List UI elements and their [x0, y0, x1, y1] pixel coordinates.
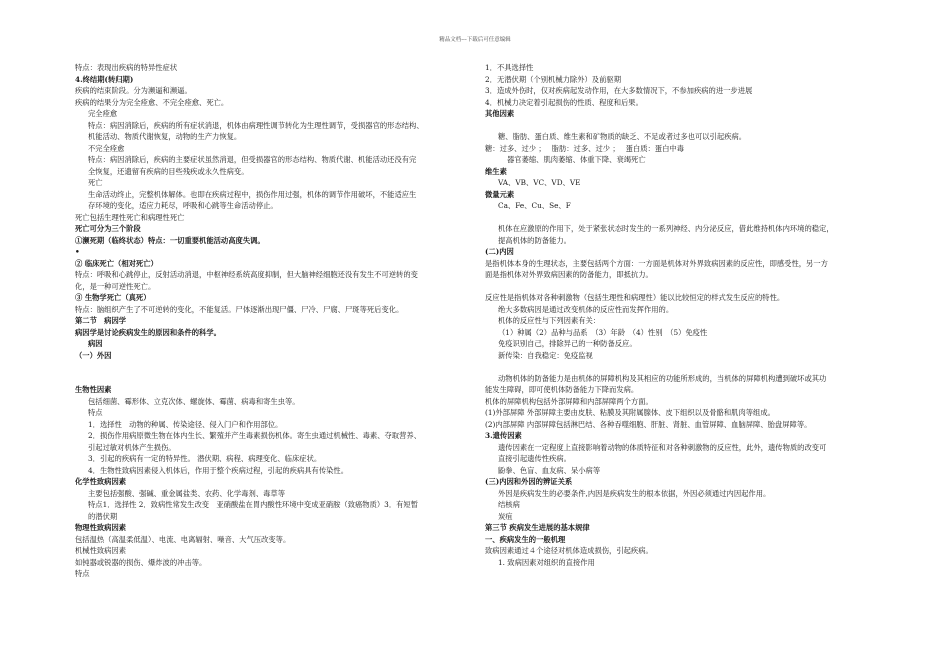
text-line: 4．机械力决定着引起损伤的性质、程度和后果。 [485, 97, 643, 107]
text-line: 特点：呼吸和心跳停止，反射活动消退，中枢神经系统高度抑制，但大脑神经细胞还没有发生不可逆转的变 [75, 270, 418, 279]
text-line: ② 临床死亡（相对死亡） [75, 258, 158, 268]
text-line: 机能活动、物质代谢恢复，动物的生产力恢复。 [88, 132, 242, 141]
text-line: 机体在应激原的作用下，处于紧张状态时发生的一系列神经、内分泌反应，借此维持机体内环境的稳定， [498, 224, 834, 233]
text-line: 直接引起遗传性疾病。 [498, 454, 571, 463]
text-line: 引起过敏对机体产生损伤。 [88, 442, 176, 452]
text-line [485, 281, 880, 293]
text-line: 病因 [88, 339, 103, 348]
text-line: 特点 [75, 569, 90, 578]
text-line: 如钝器或锐器的损伤、爆炸波的冲击等。 [75, 557, 207, 567]
text-line: 死亡包括生理性死亡和病理性死亡 [75, 212, 185, 222]
text-line: (2)内部屏障 内部屏障包括淋巴结、各种吞噬细胞、肝脏、肾脏、血管屏障、血脑屏障、胎盘屏障等。 [485, 419, 812, 429]
text-line [75, 361, 475, 384]
text-line: 4．生物性致病因素侵入机体后，作用于整个疾病过程，引起的疾病具有传染性。 [88, 465, 349, 475]
text-line: 第二节 病因学 [75, 316, 127, 325]
text-line: 疾病的结束阶段。分为濒逼和濒逼。 [75, 86, 192, 95]
text-line: Ca、Fe、Cu、Se、F [498, 201, 571, 210]
text-line: 是指机体本身的生理状态，主要包括两个方面：一方面是机体对外界致病因素的反应性，即感受性，另一方 [485, 258, 828, 268]
text-line: 面是指机体对外界致病因素的防备能力，即抵抗力。 [485, 270, 653, 279]
text-line: 提高机体的防备能力。 [498, 235, 571, 245]
text-line: 不完全痊愈 [88, 143, 125, 153]
text-line: 糖、脂肪、蛋白质、维生素和矿物质的缺乏、不足或者过多也可以引起疾病。 [498, 132, 747, 141]
text-line: 1．不具选择性 [485, 63, 534, 72]
text-line: 病因学是讨论疾病发生的原因和条件的科学。 [75, 327, 221, 337]
text-line: (二)内因 [485, 247, 514, 256]
text-line: 新传染：自我稳定：免疫监视 [498, 350, 593, 360]
text-line: 特点：病因消除后，疾病的所有症状消退，机体由病理性调节转化为生理性调节，受损器官的形态结构、 [88, 120, 424, 130]
text-line: 一、疾病发生的一般机理 [485, 534, 566, 544]
text-line: （1）种属（2）品种与品系 （3）年龄 （4）性别 （5）免疫性 [498, 327, 708, 337]
text-line: 特点：表现出疾病的特异性症状 [75, 63, 178, 72]
text-line: 器官萎缩、肌肉萎缩、体重下降、衰竭死亡 [507, 155, 646, 164]
text-line: 死亡 [88, 178, 103, 187]
text-line: 存环境的变化，适应力耗尽，呼吸和心跳等生命活动停止。 [88, 201, 278, 210]
text-line: 包括细菌、霉形体、立克次体、螺旋体、霉菌、病毒和寄生虫等。 [88, 396, 300, 406]
text-line [485, 212, 880, 224]
text-line: 完全痊愈 [88, 109, 118, 118]
text-line: 1. 致病因素对组织的直接作用 [498, 557, 595, 567]
text-line: 包括温热（高温柔低温）、电流、电离辐射、噪音、大气压改变等。 [75, 534, 291, 544]
text-line: 反应性是指机体对各种刺激物（包括生理性和病理性）能以比较恒定的样式发生反应的特性。 [485, 293, 785, 302]
text-line: (三)内因和外因的辨证关系 [485, 477, 573, 486]
text-line: 第三节 疾病发生进展的基本规律 [485, 523, 590, 532]
text-line: 死亡可分为三个阶段 [75, 224, 141, 233]
text-line: 物理性致病因素 [75, 523, 127, 532]
text-line: 主要包括强酸、强碱、重金属盐类、农药、化学毒剂、毒草等 [88, 488, 286, 498]
text-line: ①濒死期（临终状态）特点：一切重要机能活动高度失调。 [75, 235, 265, 245]
text-line: 机体的反应性与下列因素有关： [498, 316, 601, 325]
text-line: （一）外因 [75, 350, 112, 360]
text-line: 2．无潜伏期（个别机械力除外）及前驱期 [485, 74, 621, 84]
text-line: 生命活动终止，完整机体解体。也即在疾病过程中，损伤作用过强，机体的调节作用破坏，不能适应生 [88, 189, 417, 199]
text-line: 特点：脑组织产生了不可逆转的变化，不能复活。尸体逐渐出现尸僵、尸冷、尸腐、尸斑等死后变化。 [75, 304, 404, 314]
text-line: 动物机体的防备能力是由机体的屏障机构及其相应的功能所形成的，当机体的屏障机构遭到破坏或其功 [498, 373, 827, 383]
text-line: (1)外部屏障 外部屏障主要由皮肤、粘膜及其附属腺体、皮下组织以及骨骼和肌肉等组成。 [485, 408, 775, 417]
text-line: 3．造成外伤时，仅对疾病起发动作用，在大多数情况下，不参加疾病的进一步进展 [485, 86, 753, 95]
text-line: 生物性因素 [75, 385, 112, 394]
text-line: 炭疽 [498, 511, 513, 521]
text-line: 机械性致病因素 [75, 546, 127, 555]
right-column [485, 62, 880, 568]
text-line: 能发生障碍，即可使机体防备能力下降而发病。 [485, 385, 639, 394]
text-line: 外因是疾病发生的必要条件,内因是疾病发生的根本依据，外因必须通过内因起作用。 [498, 488, 771, 498]
text-line: 其他因素 [485, 109, 515, 118]
text-line: VA、VB、VC、VD、VE [498, 178, 581, 187]
text-line: 特点1．选择性 2．致病性常发生改变 亚硝酸盐在胃内酸性环境中变成亚硝胺（致癌物质）3．有短暂 [88, 500, 419, 509]
text-line: 疾病的结果分为完全痊愈、不完全痊愈、死亡。 [75, 97, 229, 107]
left-column [75, 62, 475, 580]
text-line: 全恢复，还遗留有疾病的目些残疾或永久性病变。 [88, 166, 249, 176]
text-line: 致病因素通过４个途径对机体造成损伤，引起疾病。 [485, 546, 653, 555]
page-header: 精品文档---下载后可任意编辑 [439, 37, 511, 43]
text-line: 遗传因素在一定程度上直接影响着动物的体质特征和对各种刺激物的反应性，此外，遗传物质的改变可 [498, 442, 827, 452]
text-line: 绝大多数病因是通过改变机体的反应性而发挥作用的。 [498, 304, 674, 314]
text-line: 4.终结期(转归期) [75, 74, 134, 84]
text-line [485, 120, 880, 132]
text-line: 免疫识别自己，排除异己的一种防备反应。 [498, 339, 637, 348]
text-line: 特点：病因消除后，疾病的主要症状虽然消退，但受损器官的形态结构、物质代谢、机能活动还没有完 [88, 155, 417, 164]
text-line: 维生素 [485, 166, 507, 176]
text-line: 机体的屏障机构包括外部屏障和内部屏障两个方面。 [485, 396, 653, 406]
text-line: 3．引起的疾病有一定的特异性。 潜伏期、病程、病理变化、临床症状。 [88, 454, 322, 463]
text-line [485, 361, 880, 373]
text-line: 结核病 [498, 500, 520, 509]
text-line: 3.遗传因素 [485, 431, 522, 440]
text-line: 化，是一种可逆性死亡。 [75, 281, 156, 291]
text-line: 的潜伏期 [88, 511, 118, 521]
text-line: 鼢拳、色盲、血友病、呆小病等 [498, 465, 601, 475]
text-line: 特点 [88, 408, 103, 417]
text-line: 1．选择性 动物的种属、传染途径、侵入门户和作用部位。 [88, 419, 283, 429]
text-line: 糖：过多、过少 ； 脂肪：过多、过少 ； 蛋白质：蛋白中毒 [485, 143, 684, 153]
text-line: • [75, 247, 80, 256]
text-line: 2．损伤作用病原微生物在体内生长、繁殖并产生毒素损伤机体。寄生虫通过机械性、毒素、夺取营养、 [88, 431, 421, 440]
text-line: 微量元素 [485, 189, 515, 199]
text-line: 化学性致病因素 [75, 477, 127, 486]
text-line: ③ 生物学死亡（真死） [75, 293, 151, 302]
